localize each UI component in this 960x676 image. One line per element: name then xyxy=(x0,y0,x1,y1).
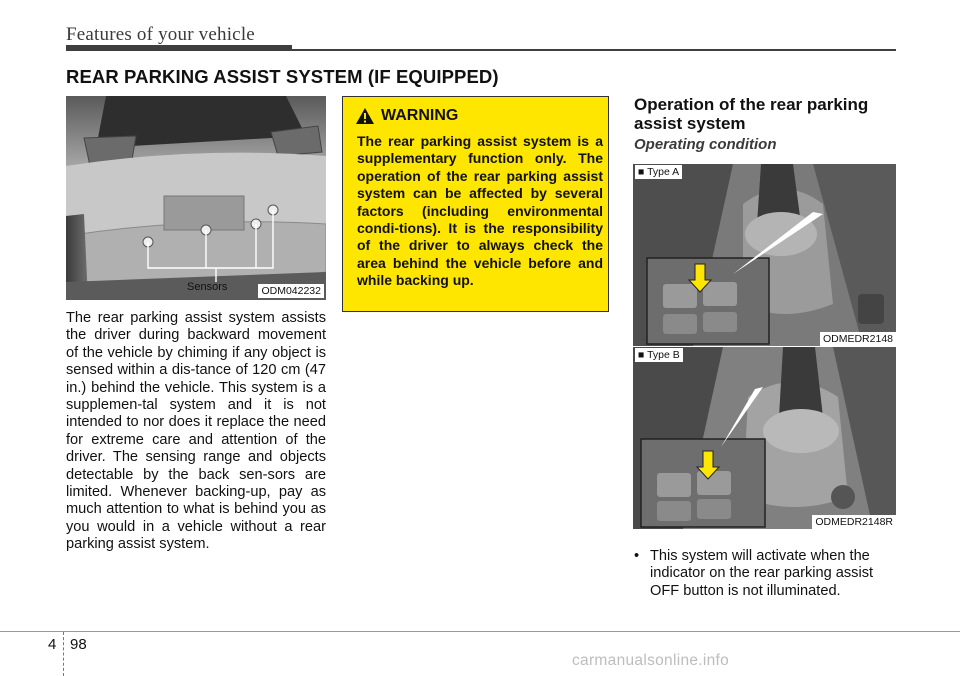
bullet-item xyxy=(634,548,896,600)
warning-triangle-icon xyxy=(355,107,375,125)
running-header: Features of your vehicle xyxy=(66,24,255,45)
header-rule-thick xyxy=(66,45,292,51)
warning-heading-text: WARNING xyxy=(381,107,459,124)
page-number: 98 xyxy=(70,636,87,653)
footer-rule xyxy=(0,631,960,632)
figure-code: ODM042232 xyxy=(258,284,324,298)
type-a-console-illustration xyxy=(633,164,896,346)
bullet-text: This system will activate when the indicator on the rear parking assist OFF button is not illuminated. xyxy=(650,548,874,599)
type-a-shifter-photo xyxy=(633,164,896,346)
type-b-shifter-photo xyxy=(633,347,896,529)
watermark: carmanualsonline.info xyxy=(572,652,730,669)
header-rule-thin xyxy=(292,49,896,51)
warning-box xyxy=(342,96,609,312)
type-b-label: ■ Type B xyxy=(635,348,683,362)
section-title: REAR PARKING ASSIST SYSTEM (IF EQUIPPED) xyxy=(66,66,499,87)
type-a-label: ■ Type A xyxy=(635,165,682,179)
warning-body: The rear parking assist system is a supplementary function only. The operation of the rear parking assist system can be affected by several factors (including environmental condi-tions). It is the responsibility of the driver to always check the area behind the vehicle before and while backing up. xyxy=(357,133,603,289)
rear-bumper-sensors-photo xyxy=(66,96,326,300)
sensors-label: Sensors xyxy=(187,281,228,293)
bullet-dot: • xyxy=(634,548,640,564)
type-b-code: ODMEDR2148R xyxy=(812,515,896,529)
type-b-console-illustration xyxy=(633,347,896,529)
footer-divider xyxy=(63,632,64,676)
rear-bumper-illustration xyxy=(66,96,326,300)
warning-heading xyxy=(355,107,458,125)
chapter-number: 4 xyxy=(48,636,57,653)
intro-paragraph: The rear parking assist system assists the driver during backward movement of the vehicle by chiming if any object is sensed within a dis-tance of 120 cm (47 in.) behind the vehicle. This system is a supplemen-tal system and it is not intended to nor does it replace the need for extreme care and attention of the driver. The sensing range and objects detectable by the back sen-sors are limited. Whenever backing-up, pay as much attention to what is behind you as you would in a vehicle without a rear parking assist system. xyxy=(66,310,326,553)
operation-title: Operation of the rear parking assist system xyxy=(634,95,869,133)
type-a-code: ODMEDR2148 xyxy=(820,332,896,346)
operating-condition-subtitle: Operating condition xyxy=(634,136,777,153)
